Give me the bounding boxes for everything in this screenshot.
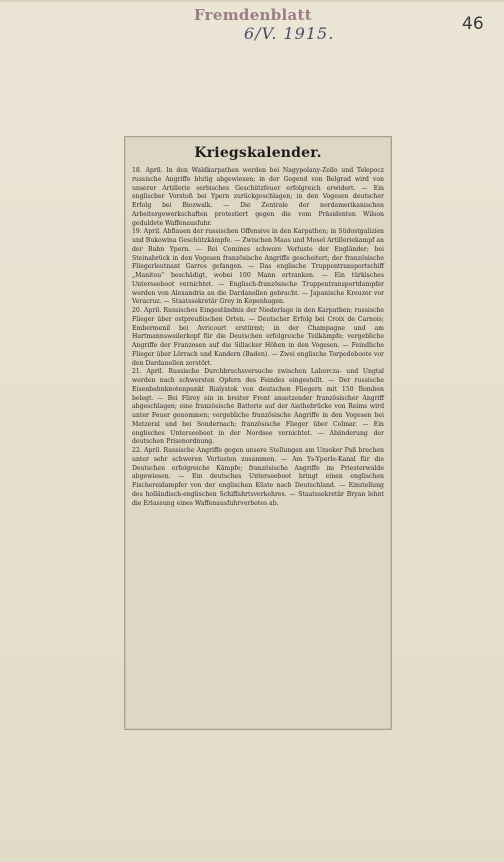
newspaper-clipping [124,136,392,730]
sheet-top-edge [0,0,504,2]
entry-19-april: 19. April. Abflauen der russischen Offensive in den Karpathen; in Südostgalizien und Bukowina Geschützkämpfe. — Zwischen Maas und Mosel Artilleriekampf an der Bahn Ypern. — Bei Comines schwere Verluste der Engländer; bei Steinabrück in den Vogesen französische Angriffe gescheitert; der französische Fliegerleutnant Garros gefangen. — Das englische Truppentransportschiff „Manitou“ beschädigt, wobei 100 Mann ertranken. — Ein türkisches Unterseeboot vernichtet. — Englisch-französische Truppentransportdampfer werden von Alexandria an die Dardanellen gebracht. — Japanische Kreuzer vor Veracruz. — Staatssekretär Grey in Kopenhagen. [132,228,384,306]
clipping-body [125,137,391,508]
handwritten-date: 6/V. 1915. [244,24,335,43]
clipping-title: Kriegskalender. [194,145,322,161]
entry-18-april: 18. April. In den Waldkarpathen werden bei Nagypolany-Zello und Telepocz russische Angriffe blutig abgewiesen; in der Gegend von Belgrad wird von unserer Artillerie serbisches Geschützfeuer erfolgreich erwidert. — Ein englischer Vorstoß bei Ypern zurückgeschlagen; in den Vogesen deutscher Erfolg bei Biozwalk. — Die Zentrale der nordamerikanischen Arbeitergewerkschaften protestiert gegen die vom Präsidenten Wilson geduldete Waffenausfuhr. [132,167,384,227]
entry-21-april: 21. April. Russische Durchbruchsversuche zwischen Laborcza- und Ungtal werden nach schwersten Opfern des Feindes eingestellt. — Der russische Eisenbahnknotenpunkt Bialystok von deutschen Fliegern mit 150 Bomben belegt. — Bei Flirey ein in breiter Front ansetzender französischer Angriff abgeschlagen; eine französische Batterie auf der Aisthebrücke von Reims wird unter Feuer genommen; vergebliche französische Angriffe in den Vogesen bei Metzeral und bei Sondernach; französische Flieger über Colmar. — Ein englisches Unterseeboot in der Nordsee vernichtet. — Abänderung der deutschen Prisenordnung. [132,368,384,446]
entry-20-april: 20. April. Russisches Eingeständnis der Niederlage in den Karpathen; russische Flieger über ostpreußischen Orten. — Deutscher Erfolg bei Croix de Carnois; Embermenil bei Avricourt erstürmt; in der Champagne und am Hartmannsweilerkopf für die Deutschen erfolgreiche Teilkämpfe; vergebliche Angriffe der Franzosen auf die Sillacker Höhen in den Vogesen. — Feindliche Flieger über Lörrach und Kandern (Baden). — Zwei englische Torpedoboote vor den Dardanellen zerstört. [132,307,384,367]
page-number: 46 [462,14,484,34]
entry-22-april: 22. April. Russische Angriffe gegen unsere Stellungen am Uzsoker Paß brechen unter sehr schweren Verlusten zusammen. — Am Ys-Yperle-Kanal für die Deutschen erfolgreiche Kämpfe; französische Angriffe im Priesterwalde abgewiesen. — Ein deutsches Unterseeboot bringt einen englischen Fischereidampfer von der englischen Küste nach Deutschland. — Einstellung des holländisch-englischen Schiffahrtsverkehres. — Staatssekretär Bryan lehnt die Erlassung eines Waffenausfuhrverbotes ab. [132,447,384,507]
newspaper-stamp: Fremdenblatt [194,6,313,24]
